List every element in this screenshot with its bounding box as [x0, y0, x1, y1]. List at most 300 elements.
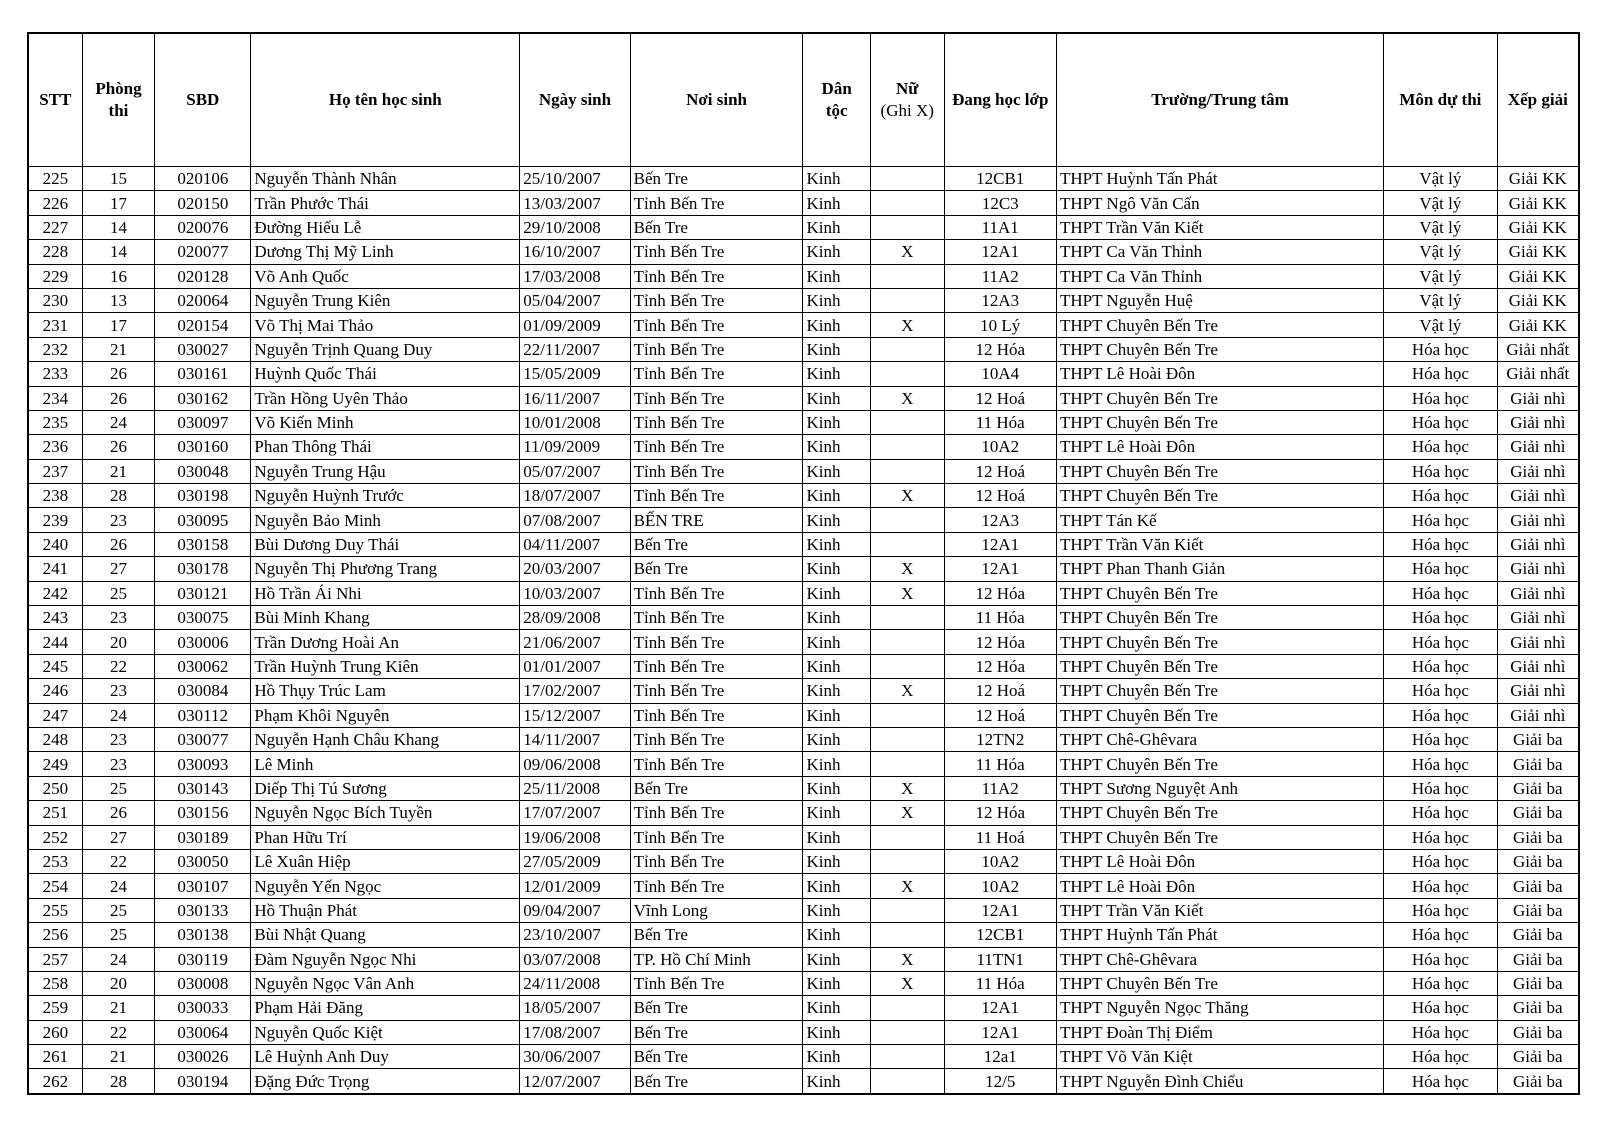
cell-sbd: 030156 — [155, 801, 251, 825]
table-row — [28, 484, 1579, 508]
cell-phong-thi: 26 — [82, 801, 155, 825]
cell-truong: THPT Lê Hoài Đôn — [1056, 849, 1383, 873]
cell-dan-toc: Kinh — [803, 971, 870, 995]
cell-ngay-sinh: 17/03/2008 — [520, 264, 630, 288]
header-stt: STT — [28, 33, 82, 167]
cell-noi-sinh: BẾN TRE — [630, 508, 803, 532]
cell-nu — [870, 1069, 944, 1094]
cell-ngay-sinh: 14/11/2007 — [520, 727, 630, 751]
cell-sbd: 030133 — [155, 898, 251, 922]
cell-lop: 11A2 — [944, 776, 1056, 800]
cell-lop: 12A3 — [944, 508, 1056, 532]
cell-mon: Hóa học — [1384, 581, 1497, 605]
cell-giai: Giải ba — [1497, 801, 1579, 825]
cell-phong-thi: 16 — [82, 264, 155, 288]
table-body — [28, 167, 1579, 1094]
cell-phong-thi: 17 — [82, 191, 155, 215]
cell-mon: Hóa học — [1384, 801, 1497, 825]
table-row — [28, 606, 1579, 630]
cell-stt: 247 — [28, 703, 82, 727]
cell-mon: Hóa học — [1384, 727, 1497, 751]
table-row — [28, 849, 1579, 873]
cell-sbd: 020076 — [155, 215, 251, 239]
cell-nu: X — [870, 484, 944, 508]
cell-ho-ten: Lê Huỳnh Anh Duy — [251, 1045, 520, 1069]
table-row — [28, 996, 1579, 1020]
cell-truong: THPT Phan Thanh Giản — [1056, 557, 1383, 581]
cell-lop: 11A1 — [944, 215, 1056, 239]
cell-mon: Hóa học — [1384, 630, 1497, 654]
cell-ho-ten: Đàm Nguyễn Ngọc Nhi — [251, 947, 520, 971]
cell-sbd: 030198 — [155, 484, 251, 508]
cell-noi-sinh: Tỉnh Bến Tre — [630, 971, 803, 995]
cell-dan-toc: Kinh — [803, 825, 870, 849]
cell-noi-sinh: Bến Tre — [630, 532, 803, 556]
cell-lop: 12A1 — [944, 1020, 1056, 1044]
cell-nu — [870, 898, 944, 922]
cell-noi-sinh: Tỉnh Bến Tre — [630, 752, 803, 776]
cell-mon: Hóa học — [1384, 654, 1497, 678]
cell-nu — [870, 1020, 944, 1044]
table-row — [28, 386, 1579, 410]
cell-nu — [870, 288, 944, 312]
cell-mon: Hóa học — [1384, 386, 1497, 410]
cell-dan-toc: Kinh — [803, 288, 870, 312]
cell-truong: THPT Chuyên Bến Tre — [1056, 459, 1383, 483]
cell-nu — [870, 996, 944, 1020]
cell-dan-toc: Kinh — [803, 337, 870, 361]
cell-phong-thi: 20 — [82, 630, 155, 654]
cell-giai: Giải ba — [1497, 996, 1579, 1020]
cell-ngay-sinh: 25/10/2007 — [520, 167, 630, 191]
cell-phong-thi: 25 — [82, 923, 155, 947]
cell-ngay-sinh: 24/11/2008 — [520, 971, 630, 995]
cell-dan-toc: Kinh — [803, 508, 870, 532]
cell-nu — [870, 337, 944, 361]
cell-stt: 228 — [28, 240, 82, 264]
cell-ngay-sinh: 13/03/2007 — [520, 191, 630, 215]
cell-stt: 243 — [28, 606, 82, 630]
cell-sbd: 030048 — [155, 459, 251, 483]
cell-truong: THPT Trần Văn Kiết — [1056, 898, 1383, 922]
cell-giai: Giải ba — [1497, 849, 1579, 873]
cell-dan-toc: Kinh — [803, 191, 870, 215]
cell-ho-ten: Trần Dương Hoài An — [251, 630, 520, 654]
cell-giai: Giải nhì — [1497, 435, 1579, 459]
cell-lop: 12 Hoá — [944, 484, 1056, 508]
cell-ho-ten: Nguyễn Thị Phương Trang — [251, 557, 520, 581]
cell-phong-thi: 21 — [82, 996, 155, 1020]
cell-ngay-sinh: 05/04/2007 — [520, 288, 630, 312]
cell-truong: THPT Nguyễn Đình Chiểu — [1056, 1069, 1383, 1094]
cell-mon: Hóa học — [1384, 362, 1497, 386]
cell-sbd: 030189 — [155, 825, 251, 849]
cell-truong: THPT Chuyên Bến Tre — [1056, 386, 1383, 410]
cell-giai: Giải ba — [1497, 752, 1579, 776]
cell-lop: 12a1 — [944, 1045, 1056, 1069]
cell-dan-toc: Kinh — [803, 386, 870, 410]
cell-stt: 262 — [28, 1069, 82, 1094]
cell-sbd: 030194 — [155, 1069, 251, 1094]
cell-noi-sinh: TP. Hồ Chí Minh — [630, 947, 803, 971]
cell-giai: Giải nhì — [1497, 679, 1579, 703]
cell-giai: Giải KK — [1497, 288, 1579, 312]
cell-ngay-sinh: 03/07/2008 — [520, 947, 630, 971]
cell-lop: 10 Lý — [944, 313, 1056, 337]
cell-sbd: 030162 — [155, 386, 251, 410]
cell-lop: 10A2 — [944, 849, 1056, 873]
cell-sbd: 030161 — [155, 362, 251, 386]
cell-mon: Vật lý — [1384, 264, 1497, 288]
cell-nu — [870, 191, 944, 215]
header-giai: Xếp giải — [1497, 33, 1579, 167]
cell-noi-sinh: Tỉnh Bến Tre — [630, 825, 803, 849]
cell-nu — [870, 630, 944, 654]
cell-sbd: 030026 — [155, 1045, 251, 1069]
header-phong-line2: thi — [108, 101, 129, 120]
cell-ngay-sinh: 11/09/2009 — [520, 435, 630, 459]
cell-ho-ten: Nguyễn Thành Nhân — [251, 167, 520, 191]
cell-noi-sinh: Tỉnh Bến Tre — [630, 703, 803, 727]
cell-phong-thi: 23 — [82, 727, 155, 751]
cell-truong: THPT Chuyên Bến Tre — [1056, 825, 1383, 849]
cell-ngay-sinh: 15/05/2009 — [520, 362, 630, 386]
cell-noi-sinh: Tỉnh Bến Tre — [630, 337, 803, 361]
cell-phong-thi: 27 — [82, 557, 155, 581]
table-row — [28, 947, 1579, 971]
cell-ho-ten: Nguyễn Hạnh Châu Khang — [251, 727, 520, 751]
table-row — [28, 264, 1579, 288]
cell-lop: 12CB1 — [944, 167, 1056, 191]
cell-ngay-sinh: 12/01/2009 — [520, 874, 630, 898]
cell-noi-sinh: Tỉnh Bến Tre — [630, 288, 803, 312]
cell-phong-thi: 26 — [82, 386, 155, 410]
header-nu-line2: (Ghi X) — [880, 101, 934, 120]
cell-stt: 259 — [28, 996, 82, 1020]
cell-truong: THPT Nguyễn Ngọc Thăng — [1056, 996, 1383, 1020]
cell-giai: Giải KK — [1497, 264, 1579, 288]
cell-giai: Giải ba — [1497, 1045, 1579, 1069]
cell-truong: THPT Chuyên Bến Tre — [1056, 679, 1383, 703]
header-phong-line1: Phòng — [95, 79, 142, 98]
cell-nu — [870, 264, 944, 288]
cell-noi-sinh: Tỉnh Bến Tre — [630, 313, 803, 337]
table-row — [28, 215, 1579, 239]
cell-dan-toc: Kinh — [803, 215, 870, 239]
cell-ho-ten: Dương Thị Mỹ Linh — [251, 240, 520, 264]
table-row — [28, 240, 1579, 264]
table-row — [28, 825, 1579, 849]
cell-dan-toc: Kinh — [803, 752, 870, 776]
cell-giai: Giải KK — [1497, 215, 1579, 239]
cell-ho-ten: Lê Minh — [251, 752, 520, 776]
header-dan-toc — [803, 33, 870, 167]
cell-ho-ten: Nguyễn Trịnh Quang Duy — [251, 337, 520, 361]
cell-truong: THPT Chuyên Bến Tre — [1056, 703, 1383, 727]
cell-lop: 12 Hóa — [944, 337, 1056, 361]
cell-nu — [870, 532, 944, 556]
cell-phong-thi: 24 — [82, 874, 155, 898]
cell-giai: Giải nhì — [1497, 606, 1579, 630]
cell-ho-ten: Nguyễn Huỳnh Trước — [251, 484, 520, 508]
table-row — [28, 898, 1579, 922]
cell-noi-sinh: Tỉnh Bến Tre — [630, 581, 803, 605]
cell-dan-toc: Kinh — [803, 240, 870, 264]
cell-phong-thi: 25 — [82, 898, 155, 922]
cell-nu: X — [870, 557, 944, 581]
cell-truong: THPT Trần Văn Kiết — [1056, 532, 1383, 556]
cell-phong-thi: 28 — [82, 484, 155, 508]
cell-dan-toc: Kinh — [803, 874, 870, 898]
cell-lop: 12C3 — [944, 191, 1056, 215]
cell-sbd: 030077 — [155, 727, 251, 751]
cell-phong-thi: 23 — [82, 679, 155, 703]
table-row — [28, 727, 1579, 751]
cell-truong: THPT Chuyên Bến Tre — [1056, 752, 1383, 776]
cell-sbd: 030062 — [155, 654, 251, 678]
cell-noi-sinh: Tỉnh Bến Tre — [630, 362, 803, 386]
cell-giai: Giải ba — [1497, 874, 1579, 898]
cell-lop: 12 Hoá — [944, 679, 1056, 703]
cell-ho-ten: Lê Xuân Hiệp — [251, 849, 520, 873]
cell-giai: Giải nhì — [1497, 557, 1579, 581]
cell-stt: 261 — [28, 1045, 82, 1069]
cell-mon: Hóa học — [1384, 606, 1497, 630]
cell-ngay-sinh: 27/05/2009 — [520, 849, 630, 873]
table-row — [28, 1020, 1579, 1044]
table-row — [28, 679, 1579, 703]
cell-truong: THPT Chê-Ghêvara — [1056, 727, 1383, 751]
cell-lop: 12CB1 — [944, 923, 1056, 947]
cell-phong-thi: 23 — [82, 508, 155, 532]
cell-ho-ten: Trần Phước Thái — [251, 191, 520, 215]
cell-dan-toc: Kinh — [803, 849, 870, 873]
cell-noi-sinh: Bến Tre — [630, 996, 803, 1020]
cell-dan-toc: Kinh — [803, 313, 870, 337]
cell-mon: Hóa học — [1384, 410, 1497, 434]
cell-truong: THPT Trần Văn Kiết — [1056, 215, 1383, 239]
cell-ho-ten: Hồ Trần Ái Nhi — [251, 581, 520, 605]
cell-sbd: 030178 — [155, 557, 251, 581]
cell-dan-toc: Kinh — [803, 923, 870, 947]
cell-nu: X — [870, 947, 944, 971]
cell-truong: THPT Nguyễn Huệ — [1056, 288, 1383, 312]
cell-phong-thi: 23 — [82, 606, 155, 630]
cell-sbd: 030107 — [155, 874, 251, 898]
cell-nu — [870, 752, 944, 776]
cell-stt: 245 — [28, 654, 82, 678]
cell-lop: 11 Hóa — [944, 971, 1056, 995]
cell-phong-thi: 14 — [82, 215, 155, 239]
cell-mon: Hóa học — [1384, 776, 1497, 800]
cell-stt: 246 — [28, 679, 82, 703]
cell-giai: Giải ba — [1497, 971, 1579, 995]
table-row — [28, 337, 1579, 361]
cell-dan-toc: Kinh — [803, 630, 870, 654]
cell-phong-thi: 22 — [82, 849, 155, 873]
cell-noi-sinh: Tỉnh Bến Tre — [630, 630, 803, 654]
cell-stt: 258 — [28, 971, 82, 995]
table-row — [28, 459, 1579, 483]
cell-stt: 249 — [28, 752, 82, 776]
cell-mon: Hóa học — [1384, 337, 1497, 361]
cell-ho-ten: Nguyễn Bảo Minh — [251, 508, 520, 532]
cell-stt: 239 — [28, 508, 82, 532]
cell-giai: Giải ba — [1497, 825, 1579, 849]
cell-giai: Giải nhì — [1497, 459, 1579, 483]
cell-stt: 234 — [28, 386, 82, 410]
cell-phong-thi: 13 — [82, 288, 155, 312]
table-row — [28, 288, 1579, 312]
cell-ngay-sinh: 17/07/2007 — [520, 801, 630, 825]
cell-sbd: 030121 — [155, 581, 251, 605]
cell-sbd: 020128 — [155, 264, 251, 288]
cell-ho-ten: Nguyễn Ngọc Vân Anh — [251, 971, 520, 995]
cell-ngay-sinh: 16/10/2007 — [520, 240, 630, 264]
cell-phong-thi: 22 — [82, 1020, 155, 1044]
cell-giai: Giải nhì — [1497, 386, 1579, 410]
cell-truong: THPT Chê-Ghêvara — [1056, 947, 1383, 971]
cell-mon: Vật lý — [1384, 167, 1497, 191]
cell-noi-sinh: Bến Tre — [630, 215, 803, 239]
cell-giai: Giải nhì — [1497, 703, 1579, 727]
cell-sbd: 030138 — [155, 923, 251, 947]
cell-ngay-sinh: 30/06/2007 — [520, 1045, 630, 1069]
cell-nu — [870, 727, 944, 751]
cell-noi-sinh: Tỉnh Bến Tre — [630, 435, 803, 459]
cell-mon: Hóa học — [1384, 459, 1497, 483]
cell-truong: THPT Đoàn Thị Điểm — [1056, 1020, 1383, 1044]
cell-stt: 255 — [28, 898, 82, 922]
cell-truong: THPT Chuyên Bến Tre — [1056, 606, 1383, 630]
cell-giai: Giải ba — [1497, 947, 1579, 971]
cell-noi-sinh: Bến Tre — [630, 776, 803, 800]
cell-giai: Giải ba — [1497, 898, 1579, 922]
cell-sbd: 030158 — [155, 532, 251, 556]
cell-stt: 257 — [28, 947, 82, 971]
header-truong: Trường/Trung tâm — [1056, 33, 1383, 167]
cell-ngay-sinh: 17/02/2007 — [520, 679, 630, 703]
cell-stt: 251 — [28, 801, 82, 825]
cell-lop: 12TN2 — [944, 727, 1056, 751]
cell-dan-toc: Kinh — [803, 410, 870, 434]
table-row — [28, 581, 1579, 605]
table-row — [28, 654, 1579, 678]
cell-stt: 250 — [28, 776, 82, 800]
cell-ho-ten: Trần Huỳnh Trung Kiên — [251, 654, 520, 678]
cell-ho-ten: Phan Thông Thái — [251, 435, 520, 459]
cell-dan-toc: Kinh — [803, 776, 870, 800]
cell-phong-thi: 28 — [82, 1069, 155, 1094]
cell-stt: 235 — [28, 410, 82, 434]
cell-mon: Hóa học — [1384, 874, 1497, 898]
cell-ho-ten: Võ Thị Mai Thảo — [251, 313, 520, 337]
cell-truong: THPT Lê Hoài Đôn — [1056, 435, 1383, 459]
cell-ngay-sinh: 21/06/2007 — [520, 630, 630, 654]
cell-giai: Giải KK — [1497, 313, 1579, 337]
cell-ngay-sinh: 23/10/2007 — [520, 923, 630, 947]
table-row — [28, 435, 1579, 459]
cell-noi-sinh: Tỉnh Bến Tre — [630, 484, 803, 508]
cell-nu — [870, 410, 944, 434]
cell-nu — [870, 703, 944, 727]
table-row — [28, 191, 1579, 215]
table-row — [28, 801, 1579, 825]
cell-nu — [870, 654, 944, 678]
cell-sbd: 030097 — [155, 410, 251, 434]
cell-ngay-sinh: 16/11/2007 — [520, 386, 630, 410]
cell-giai: Giải nhì — [1497, 654, 1579, 678]
cell-nu: X — [870, 679, 944, 703]
cell-dan-toc: Kinh — [803, 532, 870, 556]
cell-truong: THPT Ngô Văn Cấn — [1056, 191, 1383, 215]
cell-mon: Hóa học — [1384, 923, 1497, 947]
cell-mon: Hóa học — [1384, 1069, 1497, 1094]
cell-noi-sinh: Vĩnh Long — [630, 898, 803, 922]
cell-noi-sinh: Tỉnh Bến Tre — [630, 606, 803, 630]
cell-ho-ten: Bùi Dương Duy Thái — [251, 532, 520, 556]
cell-sbd: 030050 — [155, 849, 251, 873]
cell-noi-sinh: Bến Tre — [630, 167, 803, 191]
cell-stt: 260 — [28, 1020, 82, 1044]
cell-nu: X — [870, 971, 944, 995]
cell-stt: 240 — [28, 532, 82, 556]
cell-noi-sinh: Tỉnh Bến Tre — [630, 240, 803, 264]
cell-phong-thi: 27 — [82, 825, 155, 849]
cell-nu: X — [870, 240, 944, 264]
cell-giai: Giải nhì — [1497, 532, 1579, 556]
table-row — [28, 923, 1579, 947]
cell-dan-toc: Kinh — [803, 801, 870, 825]
cell-stt: 241 — [28, 557, 82, 581]
cell-mon: Vật lý — [1384, 288, 1497, 312]
cell-mon: Vật lý — [1384, 191, 1497, 215]
cell-stt: 256 — [28, 923, 82, 947]
cell-nu: X — [870, 313, 944, 337]
cell-ho-ten: Huỳnh Quốc Thái — [251, 362, 520, 386]
cell-lop: 12A3 — [944, 288, 1056, 312]
cell-stt: 242 — [28, 581, 82, 605]
cell-mon: Hóa học — [1384, 484, 1497, 508]
cell-noi-sinh: Tỉnh Bến Tre — [630, 191, 803, 215]
cell-mon: Hóa học — [1384, 752, 1497, 776]
results-table — [27, 32, 1580, 1095]
cell-mon: Hóa học — [1384, 435, 1497, 459]
cell-lop: 10A2 — [944, 874, 1056, 898]
cell-dan-toc: Kinh — [803, 654, 870, 678]
cell-mon: Hóa học — [1384, 825, 1497, 849]
cell-giai: Giải ba — [1497, 923, 1579, 947]
cell-lop: 12 Hóa — [944, 801, 1056, 825]
cell-noi-sinh: Tỉnh Bến Tre — [630, 654, 803, 678]
cell-mon: Hóa học — [1384, 508, 1497, 532]
cell-giai: Giải nhì — [1497, 508, 1579, 532]
cell-noi-sinh: Bến Tre — [630, 923, 803, 947]
cell-stt: 252 — [28, 825, 82, 849]
cell-ngay-sinh: 15/12/2007 — [520, 703, 630, 727]
header-ngay-sinh: Ngày sinh — [520, 33, 630, 167]
cell-dan-toc: Kinh — [803, 727, 870, 751]
cell-nu: X — [870, 776, 944, 800]
cell-lop: 12 Hoá — [944, 703, 1056, 727]
cell-nu — [870, 825, 944, 849]
cell-ngay-sinh: 10/03/2007 — [520, 581, 630, 605]
cell-truong: THPT Chuyên Bến Tre — [1056, 410, 1383, 434]
cell-sbd: 030093 — [155, 752, 251, 776]
cell-giai: Giải ba — [1497, 1069, 1579, 1094]
cell-stt: 248 — [28, 727, 82, 751]
cell-ho-ten: Nguyễn Quốc Kiệt — [251, 1020, 520, 1044]
